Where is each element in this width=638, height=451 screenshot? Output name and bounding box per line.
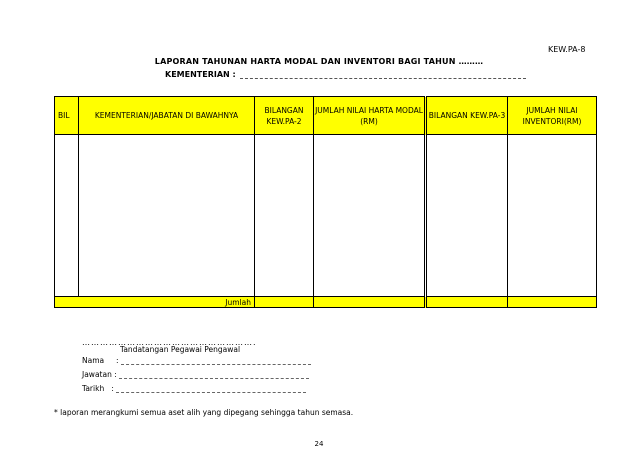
cell-bilangan-pa2 [255, 135, 314, 297]
col-header-kementerian: KEMENTERIAN/JABATAN DI BAWAHNYA [79, 97, 255, 135]
ministry-fill-line [240, 72, 526, 79]
field-tarikh: Tarikh : [82, 384, 306, 393]
field-tarikh-line [116, 386, 306, 393]
report-table [54, 96, 596, 308]
total-bilangan-pa2 [255, 297, 314, 308]
field-jawatan-line [119, 372, 309, 379]
field-nama-line [121, 358, 311, 365]
report-title: LAPORAN TAHUNAN HARTA MODAL DAN INVENTORI BAGI TAHUN ……… [154, 57, 484, 66]
field-jawatan-label: Jawatan [82, 370, 112, 379]
col-header-bilangan-pa2: BILANGAN KEW.PA-2 [255, 97, 314, 135]
cell-nilai-harta-modal [314, 135, 426, 297]
table-row [55, 135, 597, 297]
form-code: KEW.PA-8 [548, 45, 586, 54]
footnote: * laporan merangkumi semua aset alih yang dipegang sehingga tahun semasa. [54, 408, 354, 417]
signature-line: …………………………………………………. [82, 338, 257, 347]
field-tarikh-label: Tarikh [82, 384, 105, 393]
field-jawatan: Jawatan : [82, 370, 309, 379]
field-nama: Nama : [82, 356, 311, 365]
col-header-nilai-inventori: JUMLAH NILAI INVENTORI(RM) [508, 97, 597, 135]
field-nama-label: Nama [82, 356, 105, 365]
table-total-row [55, 297, 597, 308]
total-nilai-harta-modal [314, 297, 426, 308]
ministry-label: KEMENTERIAN : [165, 70, 236, 79]
cell-bil [55, 135, 79, 297]
col-header-bilangan-pa3: BILANGAN KEW.PA-3 [426, 97, 508, 135]
col-header-bil: BIL [55, 97, 79, 135]
cell-bilangan-pa3 [426, 135, 508, 297]
table-header-row [55, 97, 597, 135]
page-number: 24 [314, 440, 324, 448]
col-header-nilai-harta-modal: JUMLAH NILAI HARTA MODAL (RM) [314, 97, 426, 135]
cell-nilai-inventori [508, 135, 597, 297]
ministry-line [165, 70, 526, 79]
total-bilangan-pa3 [426, 297, 508, 308]
cell-kementerian [79, 135, 255, 297]
total-label: Jumlah [55, 297, 255, 308]
total-nilai-inventori [508, 297, 597, 308]
signature-label: Tandatangan Pegawai Pengawal [120, 345, 241, 354]
